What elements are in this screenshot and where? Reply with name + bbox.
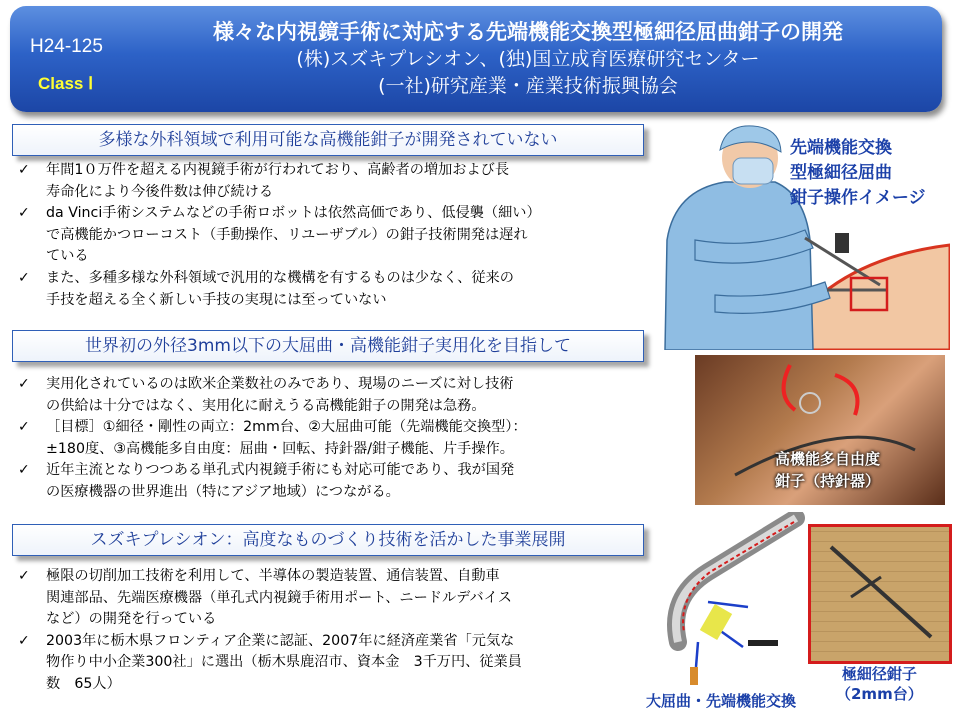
fine-forceps-photo: [808, 524, 952, 664]
title-line-1: 様々な内視鏡手術に対応する先端機能交換型極細径屈曲鉗子の開発: [213, 20, 843, 44]
list-item: ✓ 極限の切削加工技術を利用して、半導体の製造装置、通信装置、自動車 関連部品、先端医療機器（単孔式内視鏡手術用ポート、ニードルデバイス など）の開発を行っている: [18, 568, 512, 628]
header-banner: [10, 6, 942, 112]
list-item: ✓ ［目標］①細径・剛性の両立：2mm台、②大屈曲可能（先端機能交換型）： ±180度、③高機能多自由度：屈曲・回転、持針器/鉗子機能、片手操作。: [18, 419, 527, 457]
class-label: Class Ⅰ: [38, 74, 94, 93]
list-item: ✓ また、多種多様な外科領域で汎用的な機構を有するものは少なく、従来の 手技を超える全く新しい手技の実現には至っていない: [18, 269, 514, 308]
check-icon: ✓: [18, 419, 30, 436]
list-item: ✓ 実用化されているのは欧米企業数社のみであり、現場のニーズに対し技術 の供給は十分ではなく、実用化に耐えうる高機能鉗子の開発は急務。: [18, 376, 514, 414]
section-3-title: スズキプレシオン：高度なものづくり技術を活かした事業展開: [12, 524, 644, 556]
check-icon: ✓: [18, 162, 30, 178]
title-line-2: (株)スズキプレシオン、(独)国立成育医療研究センター: [296, 48, 760, 70]
check-icon: ✓: [18, 269, 30, 286]
list-item: ✓ 近年主流となりつつある単孔式内視鏡手術にも対応可能であり、我が国発 の医療機器の世界進出（特にアジア地域）につながる。: [18, 462, 515, 500]
section-1-title: 多様な外科領域で利用可能な高機能鉗子が開発されていない: [12, 124, 644, 156]
list-item: ✓ 2003年に栃木県フロンティア企業に認証、2007年に経済産業省「元気な 物作り中小企業300社」に選出（栃木県鹿沼市、資本金 3千万円、従業員 数 65人）: [18, 632, 522, 692]
list-item: ✓ 年間1０万件を超える内視鏡手術が行われており、高齢者の増加および長 寿命化により今後件数は伸び続ける: [18, 162, 510, 200]
section-3-bullets: [14, 566, 650, 696]
fine-forceps-photo-graphic: [811, 527, 949, 661]
operation-image-caption: 先端機能交換 型極細径屈曲 鉗子操作イメージ: [790, 138, 926, 208]
title-line-3: (一社)研究産業・産業技術振興協会: [378, 75, 678, 97]
check-icon: ✓: [18, 568, 30, 584]
bending-tip-caption: 大屈曲・先端機能交換: [646, 692, 797, 710]
bending-tip-illustration: [648, 512, 808, 687]
check-icon: ✓: [18, 632, 30, 649]
section-1-bullets: [14, 160, 650, 311]
project-code: H24-125: [30, 36, 103, 57]
fine-forceps-caption: 極細径鉗子 （2mm台）: [836, 665, 923, 703]
forceps-photo-caption: 高機能多自由度 鉗子（持針器）: [775, 450, 881, 490]
check-icon: ✓: [18, 205, 30, 222]
section-2-title: 世界初の外径3mm以下の大屈曲・高機能鉗子実用化を目指して: [12, 330, 644, 362]
page-title: [128, 18, 928, 100]
section-2-bullets: [14, 374, 650, 504]
check-icon: ✓: [18, 376, 30, 392]
check-icon: ✓: [18, 462, 30, 479]
list-item: ✓ da Vinci手術システムなどの手術ロボットは依然高価であり、低侵襲（細い） で高機能かつローコスト（手動操作、リユーザブル）の鉗子技術開発は遅れ ている: [18, 205, 541, 265]
